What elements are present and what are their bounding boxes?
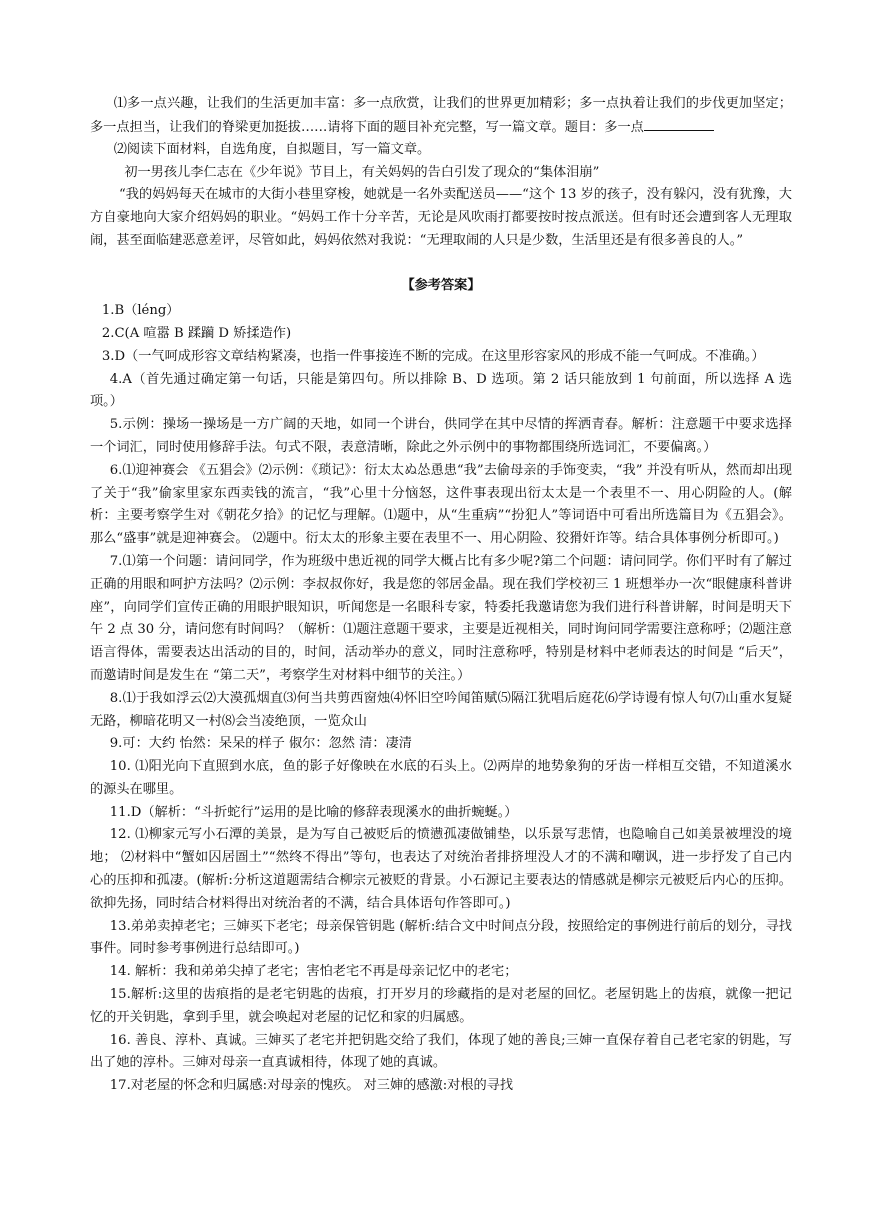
answer-item-9: 9.可：大约 怡然：呆呆的样子 俶尔：忽然 清：凄清 (109, 736, 412, 752)
answer-item-13: 13.弟弟卖掉老宅；三婶买下老宅；母亲保管钥匙 (解析:结合文中时间点分段，按照给定的事例进行前后的划分，寻找事件。同时参考事例进行总结即可。) (90, 918, 792, 957)
essay-prompt-section (90, 93, 792, 252)
answer-key-list (90, 300, 792, 1098)
answer-item-4: 4.A（首先通过确定第一句话，只能是第四句。所以排除 B、D 选项。第 2 话只能放到 1 句前面，所以选择 A 选项。） (90, 371, 792, 410)
answer-item-15: 15.解析:这里的齿痕指的是老宅钥匙的齿痕，打开岁月的珍藏指的是对老屋的回忆。老屋钥匙上的齿痕，就像一把记忆的开关钥匙，拿到手里，就会唤起对老屋的记忆和家的归属感。 (90, 987, 792, 1025)
answer-key-title: 【参考答案】 (401, 278, 481, 294)
answer-item-3: 3.D（一气呵成形容文章结构紧凑，也指一件事接连不断的完成。在这里形容家风的形成不能一气呵成。不准确。） (101, 348, 765, 364)
essay-option-2: ⑵阅读下面材料，自选角度，自拟题目，写一篇文章。 (113, 142, 431, 158)
essay-option-1 (90, 93, 792, 139)
answer-item-17: 17.对老屋的怀念和归属感:对母亲的愧疚。 对三婶的感激:对根的寻找 (109, 1078, 514, 1094)
document-page (90, 93, 792, 1098)
material-body: “我的妈妈每天在城市的大街小巷里穿梭，她就是一名外卖配送员——“这个 13 岁的孩子，没有躲闪，没有犹豫，大方自豪地向大家介绍妈妈的职业。“妈妈工作十分辛苦，无论是风吹雨打都要按时按点派送。但有时还会遭到客人无理取闹，甚至面临建恶意差评，尽管如此，妈妈依然对我说：“无理取闹的人只是少数，生活里还是有很多善良的人。” (90, 187, 792, 248)
answer-item-11: 11.D（解析：“斗折蛇行”运用的是比喻的修辞表现溪水的曲折蜿蜒。） (109, 804, 518, 820)
material-intro: 初一男孩儿李仁志在《少年说》节目上，有关妈妈的告白引发了现众的“集体泪崩” (124, 164, 600, 180)
answer-item-6: 6.⑴迎神赛会 《五猖会》⑵示例：《琐记》：衍太太ぬ怂恿患“我”去偷母亲的手饰变卖，“我” 并没有听从，然而却出现了关于“我”偷家里家东西卖钱的流言，“我”心里十分恼怒，这件事表现出衍太太是一个表里不一、用心阴险的人。(解析：主要考察学生对《朝花夕拾》的记忆与理解。⑴题中，从“生重病”“扮犯人”等词语中可看出所选篇目为《五猖会》。那么“盛事”就是迎神赛会。 ⑵题中。衍太太的形象主要在表里不一、用心阴险、狡猾奸诈等。结合具体事例分析即可。) (90, 462, 792, 547)
answer-item-8: 8.⑴于我如浮云⑵大漠孤烟直⑶何当共剪西窗烛⑷怀旧空吟闻笛赋⑸隔江犹唱后庭花⑹学诗谩有惊人句⑺山重水复疑无路，柳暗花明又一村⑻会当凌绝顶，一览众山 (90, 690, 792, 729)
answer-item-2: 2.C(A 喧嚣 B 蹂躏 D 矫揉造作) (101, 325, 292, 341)
answer-item-14: 14. 解析：我和弟弟尖掉了老宅；害怕老宅不再是母亲记忆中的老宅； (109, 964, 518, 980)
answer-item-1: 1.B（léng） (101, 303, 180, 319)
answer-item-10: 10. ⑴阳光向下直照到水底，鱼的影子好像映在水底的石头上。⑵两岸的地势象狗的牙齿一样相互交错，不知道溪水的源头在哪里。 (90, 759, 792, 797)
title-blank-line (644, 116, 714, 131)
essay-option-1-text: ⑴多一点兴趣，让我们的生活更加丰富：多一点欣赏，让我们的世界更加精彩；多一点执着让我们的步伐更加坚定；多一点担当，让我们的脊梁更加挺拔……请将下面的题目补充完整，写一篇文章。题目：多一点 (90, 96, 792, 135)
answer-item-7: 7.⑴第一个问题：请问同学，作为班级中患近视的同学大概占比有多少呢?第二个问题：请问同学。你们平时有了解过正确的用眼和呵护方法吗？⑵示例：李叔叔你好，我是您的邻居金晶。现在我们学校初三 1 班想举办一次“眼健康科普讲座”，向同学们宣传正确的用眼护眼知识，听闻您是一名眼科专家，特委托我邀请您为我们进行科普讲解，时间是明天下午 2 点 30 分，请问您有时间吗？（解析：⑴题注意题干要求，主要是近视相关，同时询问同学需要注意称呼；⑵题注意语言得体，需要表达出活动的目的，时间，活动举办的意义，同时注意称呼，特别是材料中老师表达的时间是 “后天”，而邀请时间是发生在 “第二天”，考察学生对材料中细节的关注。） (90, 553, 792, 683)
answer-item-12: 12. ⑴柳家元写小石潭的美景，是为写自己被贬后的愤懑孤凄做铺垫，以乐景写悲情，也隐喻自己如美景被埋没的境地； ⑵材料中“蟹如囚居圄土”“然终不得出”等句，也表达了对统治者排挤埋没人才的不满和嘲讽，进一步抒发了自己内心的压抑和孤凄。(解析:分析这道题需结合柳宗元被贬的背景。小石源记主要表达的情感就是柳宗元被贬后内心的压抑。欲抑先扬，同时结合材料得出对统治者的不满，结合具体语句作答即可。) (90, 827, 792, 911)
answer-item-5: 5.示例：操场一操场是一方广阔的天地，如同一个讲台，供同学在其中尽情的挥洒青春。解析：注意题干中要求选择一个词汇，同时使用修辞手法。句式不限，表意清晰，除此之外示例中的事物都围绕所选词汇，不要偏离。） (90, 417, 792, 455)
answer-item-16: 16. 善良、淳朴、真诚。三婶买了老宅并把钥匙交给了我们，体现了她的善良;三婶一直保存着自己老宅家的钥匙，写出了她的淳朴。三婶对母亲一直真诚相待，体现了她的真诚。 (90, 1032, 792, 1071)
